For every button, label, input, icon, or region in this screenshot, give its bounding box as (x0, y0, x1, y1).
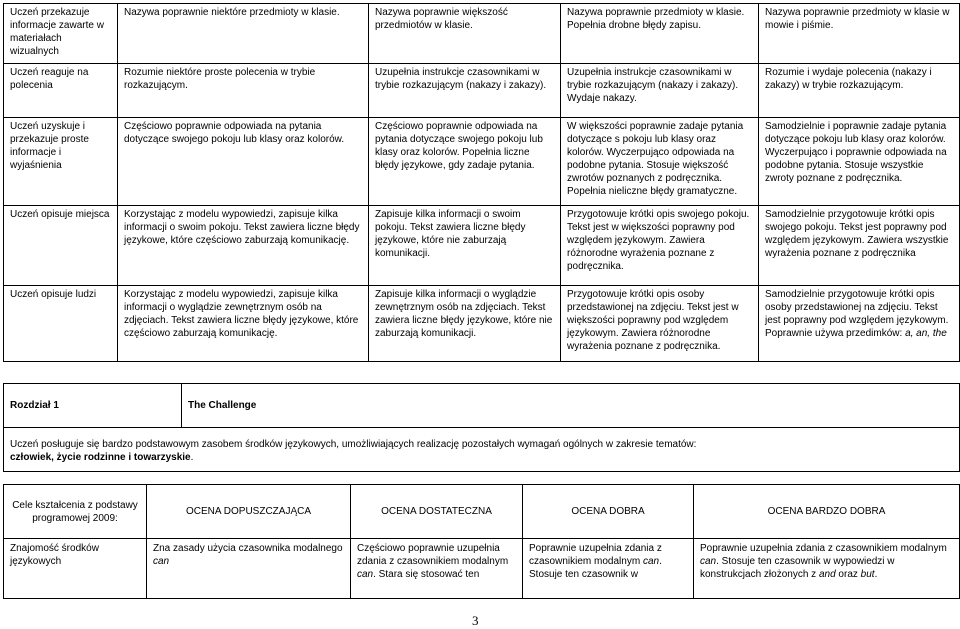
grade-cell: Przygotowuje krótki opis swojego pokoju. Tekst jest w większości poprawny pod względem językowym. Zawiera różnorodne wyrażenia poznane z podręcznika. (561, 206, 759, 286)
grade-cell (523, 539, 694, 599)
criterion-cell: Uczeń przekazuje informacje zawarte w materiałach wizualnych (4, 4, 118, 64)
cell-text: Zna zasady użycia czasownika modalnego (153, 543, 343, 554)
articles-text: a, an, the (905, 328, 947, 339)
grade-cell: Nazywa poprawnie przedmioty w klasie w mowie i piśmie. (759, 4, 960, 64)
table-header-row (4, 485, 960, 539)
table-row (4, 118, 960, 206)
cell-text: . Stosuje ten czasownik w wypowiedzi w konstrukcjach złożonych z (700, 556, 895, 580)
grade-cell: Korzystając z modelu wypowiedzi, zapisuje kilka informacji o swoim pokoju. Tekst zawiera liczne błędy językowe, które częściowo zaburzają komunikację. (118, 206, 369, 286)
chapter-table (3, 383, 960, 472)
conjunction: but (860, 569, 875, 580)
cell-text: Poprawnie uzupełnia zdania z czasownikiem modalnym (529, 543, 662, 567)
grade-cell: Korzystając z modelu wypowiedzi, zapisuje kilka informacji o wyglądzie zewnętrznym osób na zdjęciach. Tekst zawiera liczne błędy językowe, które częściowo zaburzają komunikację. (118, 286, 369, 362)
chapter-label: Rozdział 1 (4, 384, 182, 428)
criterion-cell: Uczeń uzyskuje i przekazuje proste informacje i wyjaśnienia (4, 118, 118, 206)
table-row (4, 428, 960, 472)
grade-cell (351, 539, 523, 599)
cell-text: . Stosuje ten czasownik w (529, 556, 662, 580)
grades-table (3, 484, 960, 599)
modal-verb: can (153, 556, 170, 567)
grade-cell: Częściowo poprawnie odpowiada na pytania dotyczące swojego pokoju lub klasy oraz kolorów. (118, 118, 369, 206)
grade-cell: Rozumie niektóre proste polecenia w trybie rozkazującym. (118, 64, 369, 118)
table-row (4, 539, 960, 599)
criterion-cell: Uczeń reaguje na polecenia (4, 64, 118, 118)
grade-cell: Nazywa poprawnie większość przedmiotów w klasie. (369, 4, 561, 64)
modal-verb: can (700, 556, 717, 567)
modal-verb: can (642, 556, 660, 567)
table-row (4, 4, 960, 64)
grade-cell: Zapisuje kilka informacji o swoim pokoju. Tekst zawiera liczne błędy językowe, które nie zaburzają komunikacji. (369, 206, 561, 286)
table-row (4, 384, 960, 428)
chapter-description (4, 428, 960, 472)
cell-text: Poprawnie uzupełnia zdania z czasownikiem modalnym (700, 543, 947, 554)
grade-header: OCENA BARDZO DOBRA (694, 485, 960, 539)
cell-text: Samodzielnie przygotowuje krótki opis osoby przedstawionej na zdjęciu. Tekst jest poprawny pod względem językowym. Poprawnie używa przedimków: (765, 289, 949, 339)
grade-header: OCENA DOBRA (523, 485, 694, 539)
grade-cell: Rozumie i wydaje polecenia (nakazy i zakazy) w trybie rozkazującym. (759, 64, 960, 118)
grade-cell: W większości poprawnie zadaje pytania dotyczące s pokoju lub klasy oraz kolorów. Wyczerpująco odpowiada na podobne pytania. Stosuje większość zwrotów poznanych z podręcznika. Popełnia nieliczne błędy gramatyczne. (561, 118, 759, 206)
table-row (4, 64, 960, 118)
grade-cell (147, 539, 351, 599)
chapter-title: The Challenge (182, 384, 960, 428)
cell-text: Częściowo poprawnie uzupełnia zdania z czasownikiem modalnym (357, 543, 509, 567)
grade-cell: Nazywa poprawnie niektóre przedmioty w klasie. (118, 4, 369, 64)
description-text: Uczeń posługuje się bardzo podstawowym zasobem środków językowych, umożliwiających realizację pozostałych wymagań ogólnych w zakresie tematów: (10, 439, 697, 450)
goals-header: Cele kształcenia z podstawy programowej 2009: (4, 485, 147, 539)
grade-cell: Przygotowuje krótki opis osoby przedstawionej na zdjęciu. Tekst jest w większości poprawny pod względem językowym. Zawiera różnorodne wyrażenia poznane z podręcznika. (561, 286, 759, 362)
grade-cell (694, 539, 960, 599)
grade-cell: Częściowo poprawnie odpowiada na pytania dotyczące swojego pokoju lub klasy oraz kolorów. Popełnia liczne błędy językowe, gdy zadaje pytania. (369, 118, 561, 206)
grade-cell: Samodzielnie przygotowuje krótki opis swojego pokoju. Tekst jest poprawny pod względem językowym. Zawiera wszystkie wyrażenia poznane z podręcznika (759, 206, 960, 286)
grade-cell: Uzupełnia instrukcje czasownikami w trybie rozkazującym (nakazy i zakazy). (369, 64, 561, 118)
modal-verb: can (357, 569, 374, 580)
grade-cell: Uzupełnia instrukcje czasownikami w trybie rozkazującym (nakazy i zakazy). Wydaje nakazy. (561, 64, 759, 118)
conjunction: and (818, 569, 836, 580)
criterion-cell: Znajomość środków językowych (4, 539, 147, 599)
criterion-cell: Uczeń opisuje miejsca (4, 206, 118, 286)
grade-cell (759, 286, 960, 362)
cell-text: . Stara się stosować ten (373, 569, 480, 580)
grade-cell: Nazywa poprawnie przedmioty w klasie. Popełnia drobne błędy zapisu. (561, 4, 759, 64)
table-row (4, 286, 960, 362)
cell-text: . (874, 569, 878, 580)
cell-text: oraz (838, 569, 858, 580)
grade-header: OCENA DOSTATECZNA (351, 485, 523, 539)
grade-header: OCENA DOPUSZCZAJĄCA (147, 485, 351, 539)
criterion-cell: Uczeń opisuje ludzi (4, 286, 118, 362)
grade-cell: Samodzielnie i poprawnie zadaje pytania dotyczące pokoju lub klasy oraz kolorów. Wyczerpująco i poprawnie odpowiada na podobne pytania. Stosuje wszystkie zwroty poznane z podręcznika. (759, 118, 960, 206)
description-suffix: . (190, 452, 194, 463)
grade-cell: Zapisuje kilka informacji o wyglądzie zewnętrznym osób na zdjęciach. Tekst zawiera liczne błędy językowe, które nie zaburzają komunikacji. (369, 286, 561, 362)
criteria-table (3, 3, 960, 362)
page-number: 3 (472, 613, 479, 628)
description-topics: człowiek, życie rodzinne i towarzyskie (10, 452, 191, 463)
table-row (4, 206, 960, 286)
